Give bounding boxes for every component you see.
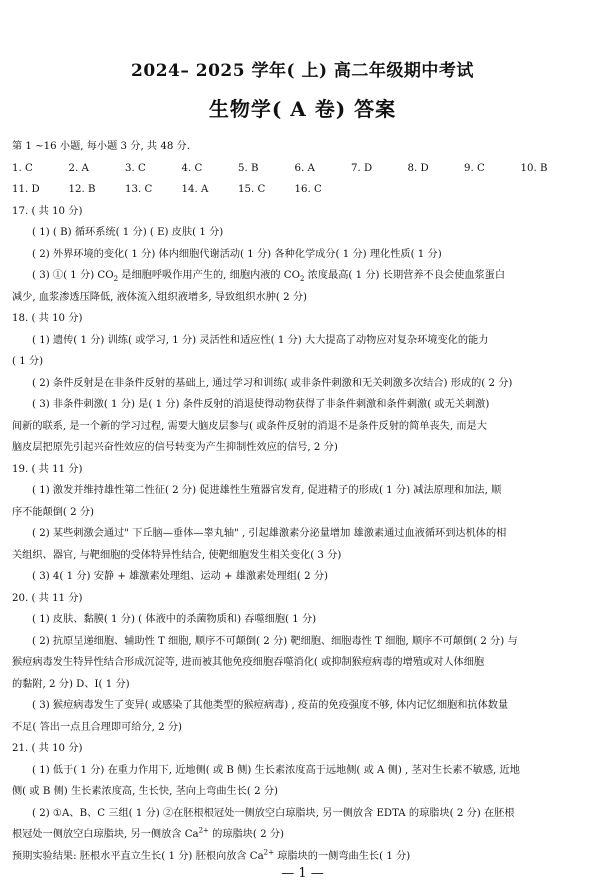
q17-header: 17. ( 共 10 分) xyxy=(12,205,83,217)
q21-expected-result xyxy=(12,846,597,868)
q18-part1: ( 1) 遗传( 1 分) 训练( 或学习, 1 分) 灵活性和适应性( 1 分) 大大提高了动物应对复杂环境变化的能力 xyxy=(32,334,489,346)
q18-part1-cont: ( 1 分) xyxy=(12,356,44,367)
q19-part3: ( 3) 4( 1 分) 安静 + 雄激素处理组、运动 + 雄激素处理组( 2 分) xyxy=(32,571,329,582)
q19-part1-cont: 序不能颠倒( 2 分) xyxy=(12,506,95,518)
mc-answer: 13. C xyxy=(125,184,153,195)
mc-answer: 14. A xyxy=(181,184,209,195)
mc-answer: 15. C xyxy=(238,184,266,195)
mc-answer: 7. D xyxy=(351,162,373,174)
q19-part1: ( 1) 激发并维持雄性第二性征( 2 分) 促进雄性生殖器官发育, 促进精子的形成( 1 分) 减法原理和加法, 顺 xyxy=(32,485,502,496)
mc-answer: 12. B xyxy=(68,184,96,195)
q20-part3: ( 3) 猴痘病毒发生了变异( 或感染了其他类型的猴痘病毒) , 疫苗的免疫强度不够, 体内记忆细胞和抗体数量 xyxy=(32,700,509,711)
q20-part2-cont-2: 的黏附, 2 分) D、I( 1 分) xyxy=(12,678,130,690)
mc-answer: 6. A xyxy=(294,162,315,174)
mc-answer: 16. C xyxy=(294,184,322,195)
q17-part3 xyxy=(12,265,597,287)
q18-part3-cont-2: 脑皮层把原先引起兴奋性效应的信号转变为产生抑制性效应的信号, 2 分) xyxy=(12,442,338,453)
mc-answer: 9. C xyxy=(464,162,485,174)
q21-expected-result-a: 预期实验结果: 胚根水平直立生长( 1 分) 胚根向放含 Ca xyxy=(12,850,264,862)
mc-answer: 11. D xyxy=(12,184,40,195)
mc-answers-row-1 xyxy=(12,158,597,180)
q21-part1: ( 1) 低于( 1 分) 在重力作用下, 近地侧( 或 B 侧) 生长素浓度高于远地侧( 或 A 侧) , 茎对生长素不敏感, 近地 xyxy=(32,764,520,776)
q19-part2-cont: 关组织、器官, 与靶细胞的受体特异性结合, 使靶细胞发生相关变化( 3 分) xyxy=(12,549,342,561)
mc-intro: 第 1 ~16 小题, 每小题 3 分, 共 48 分. xyxy=(12,141,190,152)
superscript-2plus: 2+ xyxy=(198,826,209,835)
q18-part3-cont-1: 间新的联系, 是一个新的学习过程, 需要大脑皮层参与( 或条件反射的消退不是条件反射的简单丧失, 而是大 xyxy=(12,420,487,432)
q21-part2-cont xyxy=(12,824,597,846)
q17-part1: ( 1) ( B) 循环系统( 1 分) ( E) 皮肤( 1 分) xyxy=(32,227,224,238)
exam-subtitle: 生物学( A 卷) 答案 xyxy=(208,97,397,121)
q21-expected-result-b: 琼脂块的一侧弯曲生长( 1 分) xyxy=(274,850,411,862)
subscript-2: 2 xyxy=(113,275,119,284)
answer-content xyxy=(12,136,597,867)
q20-part3-cont: 不足( 答出一点且合理即可给分, 2 分) xyxy=(12,721,183,733)
page-number: — 1 — xyxy=(281,866,324,881)
q21-part2: ( 2) ①A、B、C 三组( 1 分) ②在胚根根冠处一侧放空白琼脂块, 另一侧放含 EDTA 的琼脂块( 2 分) 在胚根 xyxy=(32,807,515,819)
q17-part3-b: 是细胞呼吸作用产生的, 细胞内液的 CO xyxy=(118,270,300,281)
q21-part1-cont: 侧( 或 B 侧) 生长素浓度高, 生长快, 茎向上弯曲生长( 2 分) xyxy=(12,786,278,797)
q19-header: 19. ( 共 11 分) xyxy=(12,463,83,475)
q20-part1: ( 1) 皮肤、黏膜( 1 分) ( 体液中的杀菌物质和) 吞噬细胞( 1 分) xyxy=(32,614,317,625)
q21-header: 21. ( 共 10 分) xyxy=(12,743,83,754)
q17-part3-cont: 减少, 血浆渗透压降低, 液体流入组织液增多, 导致组织水肿( 2 分) xyxy=(12,291,308,303)
q18-header: 18. ( 共 10 分) xyxy=(12,313,83,324)
mc-answer: 8. D xyxy=(407,162,429,174)
mc-answers-row-2 xyxy=(12,179,597,201)
mc-answer: 10. B xyxy=(520,162,548,174)
q20-part2: ( 2) 抗原呈递细胞、辅助性 T 细胞, 顺序不可颠倒( 2 分) 靶细胞、细胞毒性 T 细胞, 顺序不可颠倒( 2 分) 与 xyxy=(32,635,518,647)
exam-title: 2024– 2025 学年( 上) 高二年级期中考试 xyxy=(131,61,474,81)
q20-part2-cont-1: 猴痘病毒发生特异性结合形成沉淀等, 进而被其他免疫细胞吞噬消化( 或抑制猴痘病毒的增殖或对人体细胞 xyxy=(12,657,485,668)
superscript-2plus: 2+ xyxy=(263,848,274,857)
q19-part2: ( 2) 某些刺激会通过" 下丘脑—垂体—睾丸轴" , 引起雄激素分泌量增加 雄激素通过血液循环到达机体的相 xyxy=(32,528,507,539)
mc-answer: 1. C xyxy=(12,162,33,174)
q18-part2: ( 2) 条件反射是在非条件反射的基础上, 通过学习和训练( 或非条件刺激和无关刺激多次结合) 形成的( 2 分) xyxy=(32,377,513,389)
q17-part2: ( 2) 外界环境的变化( 1 分) 体内细胞代谢活动( 1 分) 各种化学成分( 1 分) 理化性质( 1 分) xyxy=(32,248,442,260)
mc-answer: 3. C xyxy=(125,162,146,174)
q17-part3-c: 浓度最高( 1 分) 长期营养不良会使血浆蛋白 xyxy=(304,270,506,281)
mc-answer: 4. C xyxy=(181,162,203,174)
q21-part2-cont-a: 根冠处一侧放空白琼脂块, 另一侧放含 Ca xyxy=(12,829,199,840)
mc-answer: 2. A xyxy=(68,162,89,174)
subscript-2: 2 xyxy=(299,275,305,284)
q21-part2-cont-b: 的琼脂块( 2 分) xyxy=(208,829,285,840)
q18-part3: ( 3) 非条件刺激( 1 分) 是( 1 分) 条件反射的消退使得动物获得了非条件刺激和条件刺激( 或无关刺激) xyxy=(32,399,490,410)
q17-part3-a: ( 3) ①( 1 分) CO xyxy=(32,270,114,281)
q20-header: 20. ( 共 11 分) xyxy=(12,592,83,604)
mc-answer: 5. B xyxy=(238,162,259,174)
